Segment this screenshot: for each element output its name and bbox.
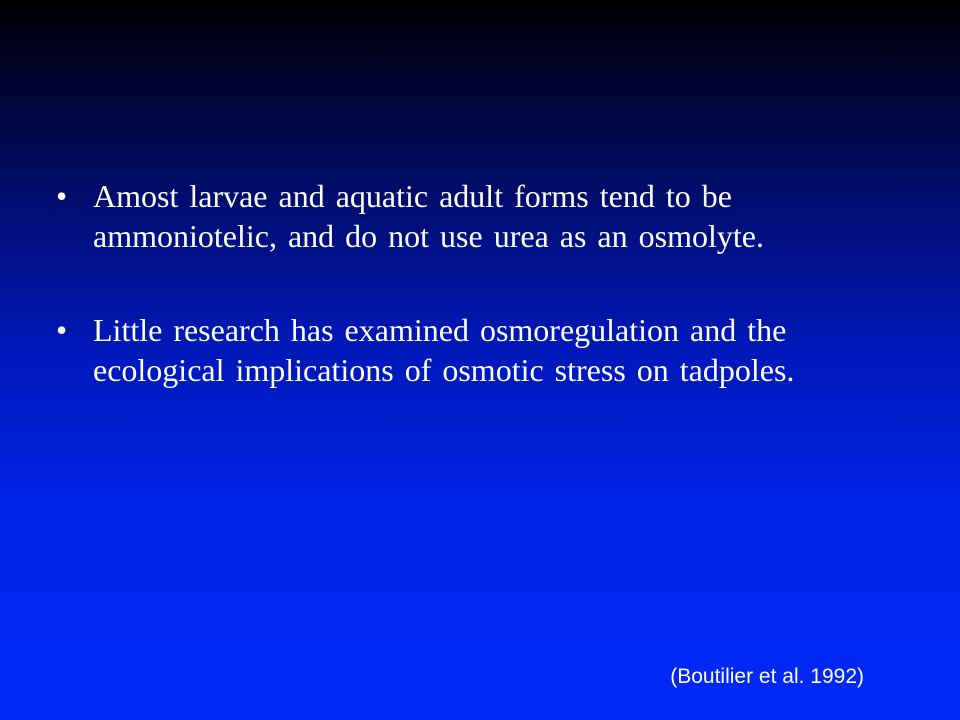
bullet-list (56, 176, 896, 444)
bullet-marker: • (56, 312, 68, 348)
bullet-text: Amost larvae and aquatic adult forms tend to be ammoniotelic, and do not use urea as an osmolyte. (93, 178, 764, 254)
bullet-item (56, 176, 896, 256)
citation: (Boutilier et al. 1992) (670, 665, 864, 688)
bullet-text: Little research has examined osmoregulation and the ecological implications of osmotic stress on tadpoles. (93, 312, 795, 388)
bullet-item (56, 310, 896, 390)
bullet-marker: • (56, 178, 68, 214)
